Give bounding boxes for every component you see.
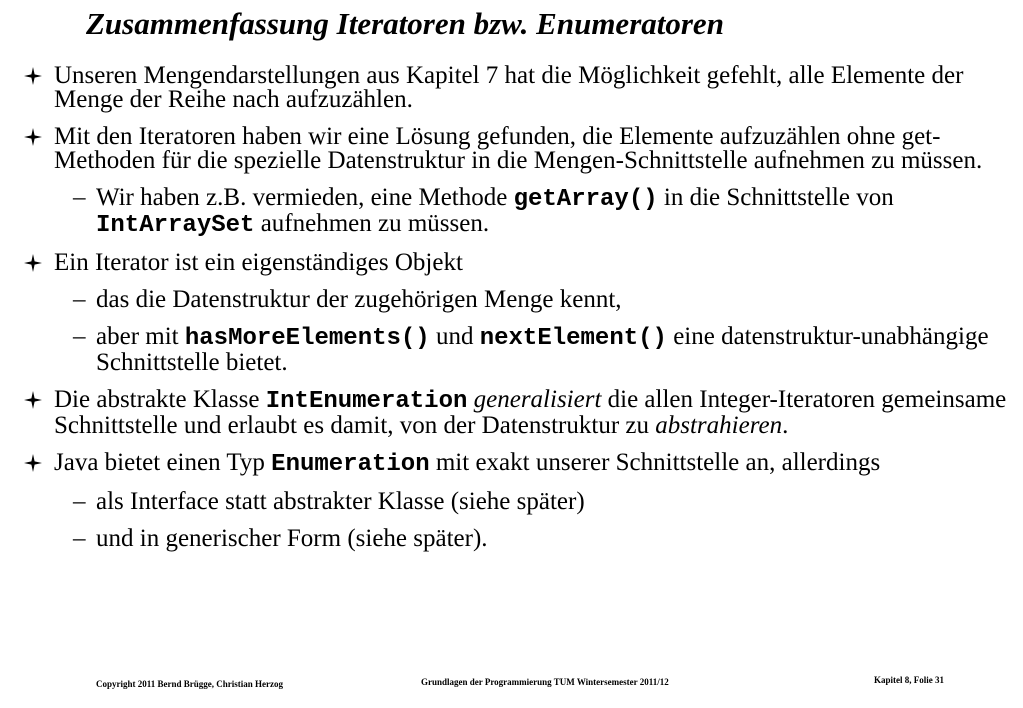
slide-title: Zusammenfassung Iteratoren bzw. Enumeratoren — [86, 6, 724, 41]
code-int-array-set: IntArraySet — [96, 212, 255, 239]
footer-slide-number: Kapitel 8, Folie 31 — [874, 675, 944, 685]
diamond-bullet-icon — [23, 453, 43, 473]
diamond-bullet-icon — [23, 390, 43, 410]
text-segment: eine datenstruktur-unabhängige Schnittstelle bietet. — [96, 323, 989, 376]
diamond-bullet-icon — [23, 253, 43, 273]
text-segment: in die Schnittstelle von — [657, 184, 894, 211]
dash-marker: – — [73, 323, 86, 350]
text-segment: Die abstrakte Klasse — [54, 386, 266, 413]
bullet-text: Ein Iterator ist ein eigenständiges Objekt — [54, 249, 463, 276]
text-segment: . — [782, 412, 789, 439]
text-segment: die allen Integer-Iteratoren gemeinsame Schnittstelle und erlaubt es damit, von der Datenstruktur zu — [54, 386, 1007, 439]
text-segment: mit exakt unserer Schnittstelle an, allerdings — [429, 449, 881, 476]
text-segment: aber mit — [96, 323, 185, 350]
code-get-array: getArray() — [513, 186, 658, 213]
sub-bullet-item — [0, 490, 1023, 514]
italic-generalisiert: generalisiert — [473, 386, 602, 413]
code-int-enumeration: IntEnumeration — [265, 388, 468, 415]
diamond-bullet-icon — [23, 66, 43, 86]
sub-bullet-item — [0, 325, 1023, 375]
diamond-bullet-icon — [23, 127, 43, 147]
bullet-item — [0, 64, 1023, 112]
dash-marker: – — [73, 525, 86, 552]
text-segment: Wir haben z.B. vermieden, eine Methode — [96, 184, 514, 211]
text-segment: Java bietet einen Typ — [54, 449, 272, 476]
code-next-element: nextElement() — [479, 325, 667, 352]
bullet-item — [0, 251, 1023, 275]
sub-bullet-item — [0, 186, 1023, 238]
code-has-more-elements: hasMoreElements() — [184, 325, 430, 352]
sub-bullet-item — [0, 527, 1023, 551]
text-segment: und in generischer Form (siehe später). — [96, 525, 488, 552]
dash-marker: – — [73, 488, 86, 515]
bullet-item — [0, 451, 1023, 477]
footer-copyright: Copyright 2011 Bernd Brügge, Christian Herzog — [96, 679, 283, 689]
bullet-item — [0, 125, 1023, 173]
slide-content — [0, 64, 1023, 564]
dash-marker: – — [73, 286, 86, 313]
text-segment: aufnehmen zu müssen. — [254, 210, 490, 237]
bullet-text: Mit den Iteratoren haben wir eine Lösung gefunden, die Elemente aufzuzählen ohne get-Methoden für die spezielle Datenstruktur in die Mengen-Schnittstelle aufnehmen zu müssen. — [54, 123, 983, 174]
text-segment: und — [429, 323, 480, 350]
italic-abstrahieren: abstrahieren — [655, 412, 783, 439]
text-segment: das die Datenstruktur der zugehörigen Menge kennt, — [96, 286, 622, 313]
code-enumeration: Enumeration — [271, 451, 430, 478]
bullet-text: Unseren Mengendarstellungen aus Kapitel 7 hat die Möglichkeit gefehlt, alle Elemente der Menge der Reihe nach aufzuzählen. — [54, 62, 964, 113]
bullet-item — [0, 388, 1023, 438]
sub-bullet-item — [0, 288, 1023, 312]
footer-course: Grundlagen der Programmierung TUM Wintersemester 2011/12 — [421, 677, 669, 687]
dash-marker: – — [73, 184, 86, 211]
text-segment: als Interface statt abstrakter Klasse (siehe später) — [96, 488, 585, 515]
